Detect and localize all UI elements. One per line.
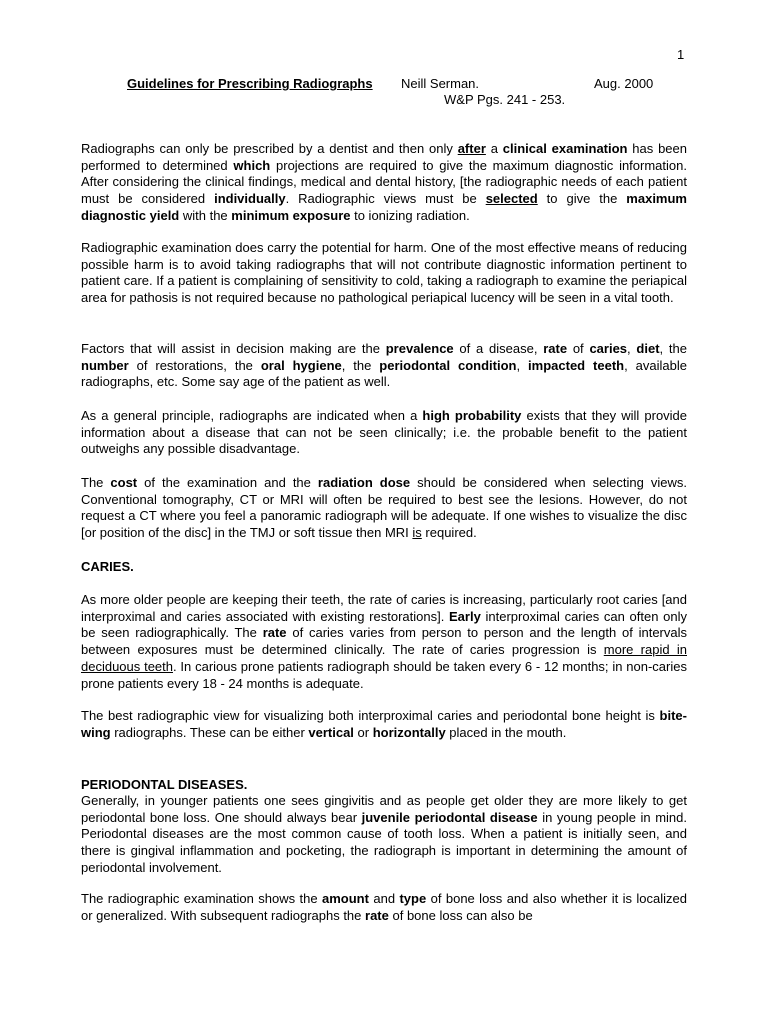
paragraph-cost: The cost of the examination and the radiation dose should be considered when selecting views. Conventional tomography, CT or MRI will often be required to best see the lesions. However, do not request a CT where you feel a panoramic radiograph will be adequate. If one wishes to visualize the disc [or position of the disc] in the TMJ or soft tissue then MRI is required. bbox=[81, 475, 687, 541]
paragraph-factors: Factors that will assist in decision making are the prevalence of a disease, rate of caries, diet, the number of restorations, the oral hygiene, the periodontal condition, impacted teeth, available radiographs, etc. Some say age of the patient as well. bbox=[81, 341, 687, 390]
page-number: 1 bbox=[677, 47, 685, 62]
paragraph-caries: As more older people are keeping their teeth, the rate of caries is increasing, particularly root caries [and interproximal and caries associated with existing restorations]. Early interproximal caries can often only be seen radiographically. The rate of caries varies from person to person and the length of intervals between exposures must be determined clinically. The rate of caries progression is more rapid in deciduous teeth. In carious prone patients radiograph should be taken every 6 - 12 months; in non-caries prone patients every 18 - 24 months is adequate. bbox=[81, 592, 687, 691]
paragraph-bitewing: The best radiographic view for visualizing both interproximal caries and periodontal bone height is bite-wing radiographs. These can be either vertical or horizontally placed in the mouth. bbox=[81, 708, 687, 740]
document-title: Guidelines for Prescribing Radiographs bbox=[127, 76, 373, 91]
caries-heading: CARIES. bbox=[81, 559, 134, 574]
paragraph-harm: Radiographic examination does carry the potential for harm. One of the most effective means of reducing possible harm is to avoid taking radiographs that will not contribute diagnostic information pertinent to patient care. If a patient is complaining of sensitivity to cold, taking a radiograph to examine the periapical area for pathosis is not required because no pathological periapical lucency will be seen in a vital tooth. bbox=[81, 240, 687, 306]
paragraph-principle: As a general principle, radiographs are indicated when a high probability exists that they will provide information about a disease that can not be seen clinically; i.e. the probable benefit to the patient outweighs any possible disadvantage. bbox=[81, 408, 688, 457]
periodontal-heading: PERIODONTAL DISEASES. bbox=[81, 777, 248, 792]
paragraph-periodontal: Generally, in younger patients one sees gingivitis and as people get older they are more likely to get periodontal bone loss. One should always bear juvenile periodontal disease in young people in mind. Periodontal diseases are the most common cause of tooth loss. When a patient is initially seen, and there is gingival inflammation and pocketing, the radiograph is important in determining the amount of periodontal involvement. bbox=[81, 793, 687, 875]
page-reference: W&P Pgs. 241 - 253. bbox=[444, 92, 566, 107]
paragraph-intro: Radiographs can only be prescribed by a dentist and then only after a clinical examination has been performed to determined which projections are required to give the maximum diagnostic information. After considering the clinical findings, medical and dental history, [the radiographic needs of each patient must be considered individually. Radiographic views must be selected to give the maximum diagnostic yield with the minimum exposure to ionizing radiation. bbox=[81, 141, 687, 223]
author: Neill Serman. bbox=[401, 76, 480, 91]
date: Aug. 2000 bbox=[594, 76, 654, 91]
paragraph-bone-loss: The radiographic examination shows the amount and type of bone loss and also whether it is localized or generalized. With subsequent radiographs the rate of bone loss can also be bbox=[81, 891, 687, 923]
